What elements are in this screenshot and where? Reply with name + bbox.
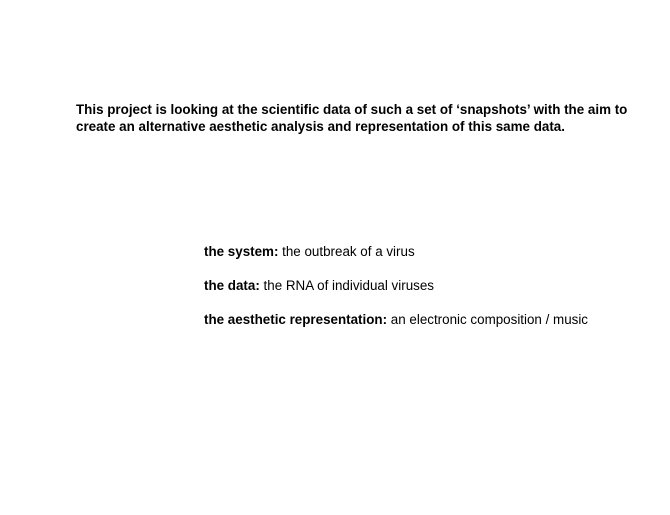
list-item-system: [204, 243, 644, 260]
item-term: the data:: [204, 278, 260, 293]
item-term: the aesthetic representation:: [204, 312, 388, 327]
intro-paragraph: This project is looking at the scientific data of such a set of ‘snapshots’ with the aim to create an alternative aesthetic analysis and representation of this same data.: [76, 102, 628, 134]
list-item-data: [204, 277, 644, 294]
item-description: the RNA of individual viruses: [259, 278, 434, 293]
item-description: an electronic composition / music: [387, 312, 589, 327]
list-item-aesthetic-representation: [204, 311, 644, 328]
item-description: the outbreak of a virus: [278, 244, 415, 259]
item-term: the system:: [204, 244, 279, 259]
definition-list: [204, 243, 644, 345]
